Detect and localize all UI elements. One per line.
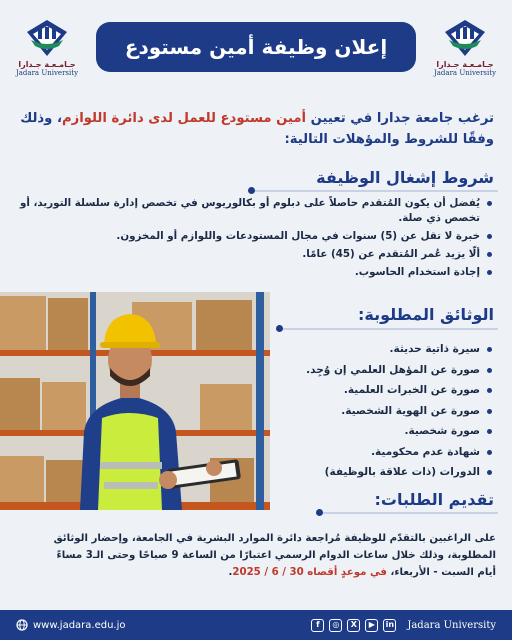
page-title: إعلان وظيفة أمين مستودع bbox=[96, 22, 416, 72]
application-divider bbox=[318, 512, 498, 514]
logo-arabic-name: جـامـعـة جـدارا bbox=[436, 60, 494, 69]
list-item: شهادة عدم محكومية. bbox=[254, 445, 494, 461]
linkedin-icon[interactable]: in bbox=[383, 619, 396, 632]
list-item: الدورات (ذات علاقة بالوظيفة) bbox=[254, 465, 494, 481]
university-logo-left bbox=[14, 18, 80, 90]
list-item: سيرة ذاتية حديثة. bbox=[254, 342, 494, 358]
footer-brand: Jadara University bbox=[407, 619, 496, 631]
application-line-2: المطلوبة، وذلك خلال ساعات الدوام الرسمي اعتبارًا من الساعة 9 صباحًا وحتى الـ3 مساءً bbox=[56, 550, 496, 561]
website-url: www.jadara.edu.jo bbox=[33, 619, 126, 631]
list-item: ألّا يزيد عُمر المُتقدم عن (45) عامًا. bbox=[18, 247, 494, 262]
shield-logo-icon bbox=[25, 18, 69, 58]
divider-dot bbox=[276, 325, 283, 332]
application-days: أيام السبت - الأربعاء، bbox=[386, 567, 496, 578]
instagram-icon[interactable]: ◎ bbox=[329, 619, 342, 632]
list-item: يُفضل أن يكون المُتقدم حاصلاً على دبلوم أو بكالوريوس في تخصص إدارة سلسلة التوريد، أو تخصص ذي صلة. bbox=[18, 196, 494, 226]
list-item: صورة عن الهوية الشخصية. bbox=[254, 404, 494, 420]
application-deadline: في موعدٍ أقصاه 30 / 6 / 2025 bbox=[232, 567, 387, 578]
list-item: إجادة استخدام الحاسوب. bbox=[18, 265, 494, 280]
list-item: خبرة لا تقل عن (5) سنوات في مجال المستودعات واللوازم أو المخزون. bbox=[18, 229, 494, 244]
list-item: صورة عن الخبرات العلمية. bbox=[254, 383, 494, 399]
application-title: تقديم الطلبات: bbox=[374, 490, 494, 509]
conditions-title: شروط إشغال الوظيفة bbox=[316, 168, 494, 187]
application-paragraph bbox=[16, 530, 496, 581]
website-link[interactable] bbox=[16, 619, 126, 631]
application-line-3 bbox=[16, 564, 496, 581]
shield-logo-icon bbox=[443, 18, 487, 58]
documents-divider bbox=[278, 328, 498, 330]
list-item: صورة عن المؤهل العلمي إن وُجِد. bbox=[254, 363, 494, 379]
social-links bbox=[311, 619, 496, 632]
youtube-icon[interactable]: ▶ bbox=[365, 619, 378, 632]
documents-list bbox=[254, 342, 494, 486]
intro-text-start: ترغب جامعة جدارا في تعيين bbox=[306, 111, 494, 126]
conditions-divider bbox=[248, 190, 498, 192]
intro-highlight: أمين مستودع للعمل لدى دائرة اللوازم bbox=[62, 111, 307, 126]
x-icon[interactable]: X bbox=[347, 619, 360, 632]
logo-english-name: Jadara University bbox=[433, 69, 497, 77]
conditions-list bbox=[18, 196, 494, 283]
university-logo-right bbox=[432, 18, 498, 90]
intro-text-end: ، وذلك وفقًا للشروط والمؤهلات التالية: bbox=[20, 111, 494, 147]
list-item: صورة شخصية. bbox=[254, 424, 494, 440]
facebook-icon[interactable]: f bbox=[311, 619, 324, 632]
application-period: . bbox=[228, 567, 233, 578]
logo-english-name: Jadara University bbox=[15, 69, 79, 77]
warehouse-worker-illustration bbox=[0, 292, 270, 510]
divider-dot bbox=[316, 509, 323, 516]
divider-dot bbox=[248, 187, 255, 194]
globe-icon bbox=[16, 619, 28, 631]
application-line-1: على الراغبين بالتقدّم للوظيفة مُراجعة دائرة الموارد البشرية في الجامعة، وإحضار الوثائق bbox=[53, 533, 496, 544]
footer-bar bbox=[0, 610, 512, 640]
documents-title: الوثائق المطلوبة: bbox=[357, 305, 494, 324]
intro-paragraph bbox=[18, 108, 494, 150]
logo-arabic-name: جـامـعـة جـدارا bbox=[18, 60, 76, 69]
